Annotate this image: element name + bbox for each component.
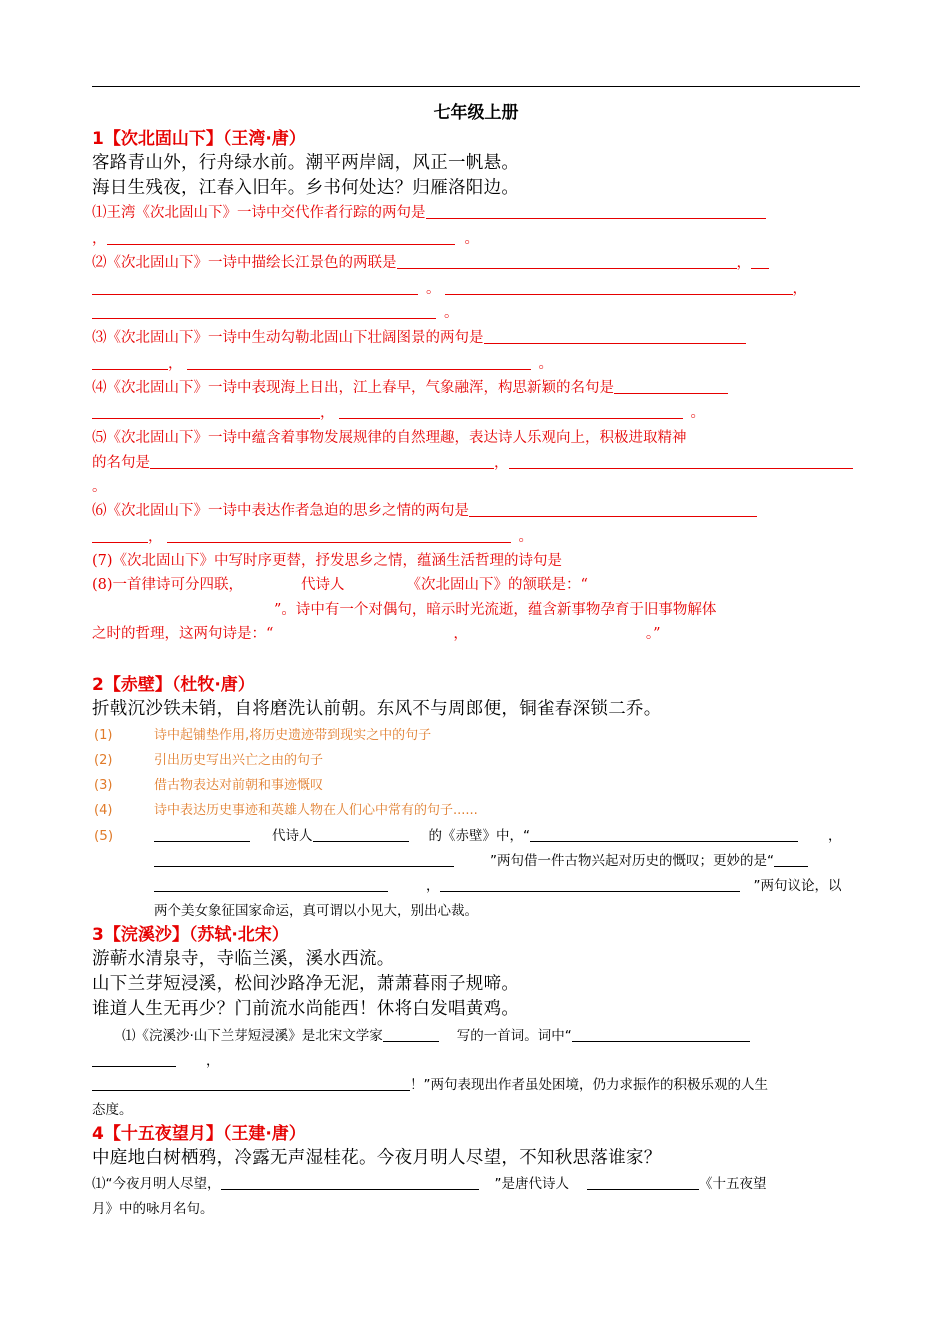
comma: ，: [453, 626, 468, 642]
s1-q8-text-b: 代诗人: [301, 577, 345, 593]
blank[interactable]: [572, 1028, 750, 1043]
comma: ，: [792, 281, 807, 297]
s1-question-1: [92, 201, 766, 222]
s1-question-1-cont: [92, 227, 479, 248]
s2-q5-text-d: ”两句议论，以: [753, 878, 842, 894]
section-3-poem-line-2: 山下兰芽短浸溪，松间沙路净无泥，萧萧暮雨子规啼。: [92, 974, 520, 994]
blank[interactable]: [221, 1176, 479, 1191]
s2-question-5-cont: [154, 849, 808, 869]
item-number: (5): [94, 828, 114, 844]
blank[interactable]: [92, 304, 436, 320]
s1-question-8: [92, 573, 588, 594]
section-2-heading: 2【赤壁】（杜牧·唐）: [92, 675, 255, 695]
section-2-poem: 折戟沉沙铁未销，自将磨洗认前朝。东风不与周郎便，铜雀春深锁二乔。: [92, 699, 662, 719]
s1-q8-text-a: (8)一首律诗可分四联，: [92, 577, 244, 593]
s4-question-1: [92, 1172, 767, 1192]
s4-question-1-cont: 月》中的咏月名句。: [92, 1201, 214, 1217]
blank[interactable]: [107, 230, 455, 246]
s1-question-2: [92, 251, 769, 272]
blank[interactable]: [774, 853, 808, 868]
blank[interactable]: [154, 828, 250, 843]
s2-item-4: [94, 799, 478, 818]
blank[interactable]: [92, 1053, 176, 1068]
blank[interactable]: [154, 878, 388, 893]
blank[interactable]: [484, 329, 746, 345]
item-text: 引出历史写出兴亡之由的句子: [154, 753, 324, 768]
item-text: 诗中表达历史事迹和英雄人物在人们心中常有的句子......: [154, 803, 478, 818]
item-number: (2): [94, 753, 113, 768]
item-number: (1): [94, 728, 113, 743]
s1-question-2-cont: [92, 277, 807, 298]
s1-q4-text: ⑷《次北固山下》一诗中表现海上日出，江上春早，气象融浑，构思新颖的名句是: [92, 380, 614, 396]
period: 。: [690, 405, 705, 421]
s1-q5-text-2: 的名句是: [92, 455, 150, 471]
blank[interactable]: [92, 355, 168, 371]
s1-question-6: [92, 499, 757, 520]
s3-q1-text-a: ⑴《浣溪沙·山下兰芽短浸溪》是北宋文学家: [122, 1028, 383, 1044]
item-number: (3): [94, 778, 113, 793]
s1-question-5-cont2: [92, 475, 107, 496]
s2-item-3: [94, 774, 323, 793]
period: 。: [92, 479, 107, 495]
s3-question-1-cont2: [92, 1073, 768, 1093]
period: 。: [538, 356, 553, 372]
s1-question-4: [92, 376, 728, 397]
s1-q2-text: ⑵《次北固山下》一诗中描绘长江景色的两联是: [92, 255, 397, 271]
section-3-heading: 3【浣溪沙】（苏轼·北宋）: [92, 925, 289, 945]
s2-q5-text-c: ”两句借一件古物兴起对历史的慨叹；更妙的是“: [490, 853, 774, 869]
comma: ，: [320, 405, 335, 421]
section-3-poem-line-1: 游蕲水清泉寺，寺临兰溪，溪水西流。: [92, 949, 395, 969]
period: 。: [444, 305, 459, 321]
blank[interactable]: [167, 528, 511, 544]
item-text: 借古物表达对前朝和事迹慨叹: [154, 778, 324, 793]
period: 。: [426, 281, 441, 297]
blank[interactable]: [469, 502, 757, 518]
blank[interactable]: [313, 828, 409, 843]
s1-q8-text-e: 之时的哲理，这两句诗是：“: [92, 626, 274, 642]
comma: ，: [426, 878, 440, 894]
s3-question-1-cont: [92, 1049, 220, 1069]
s4-q1-text-c: 《十五夜望: [699, 1176, 767, 1192]
item-text: 诗中起铺垫作用,将历史遗迹带到现实之中的句子: [154, 728, 432, 743]
blank[interactable]: [397, 254, 737, 270]
s2-item-2: [94, 749, 323, 768]
s1-question-8-cont2: [92, 622, 661, 643]
blank[interactable]: [445, 280, 793, 296]
blank[interactable]: [339, 404, 683, 420]
s1-question-5-cont: [92, 451, 853, 472]
blank[interactable]: [530, 828, 798, 843]
s2-item-1: [94, 724, 431, 743]
section-1-poem-line-2: 海日生残夜，江春入旧年。乡书何处达？归雁洛阳边。: [92, 178, 520, 198]
s3-question-1: [122, 1024, 750, 1044]
blank[interactable]: [92, 1077, 410, 1092]
section-4-poem: 中庭地白树栖鸦，冷露无声湿桂花。今夜月明人尽望，不知秋思落谁家？: [92, 1148, 662, 1168]
header-rule: [92, 86, 860, 87]
s2-q5-text-a: 代诗人: [272, 828, 313, 844]
s2-question-5-cont2: [154, 874, 842, 894]
blank[interactable]: [154, 853, 454, 868]
page-title: 七年级上册: [433, 103, 519, 123]
s1-q6-text: ⑹《次北固山下》一诗中表达作者急迫的思乡之情的两句是: [92, 503, 469, 519]
s4-q1-text-b: ”是唐代诗人: [494, 1176, 569, 1192]
blank[interactable]: [751, 254, 769, 270]
section-4-heading: 4【十五夜望月】（王建·唐）: [92, 1124, 306, 1144]
section-1-heading: 1【次北固山下】（王湾·唐）: [92, 129, 306, 149]
blank[interactable]: [187, 355, 531, 371]
blank[interactable]: [426, 204, 766, 220]
comma: ，: [168, 356, 183, 372]
comma: ，: [494, 455, 509, 471]
s1-question-4-cont: [92, 401, 705, 422]
s3-q1-text-c: ！”两句表现出作者虽处困境，仍力求振作的积极乐观的人生: [410, 1077, 768, 1093]
blank[interactable]: [150, 454, 494, 470]
s1-question-5: [92, 426, 687, 447]
blank[interactable]: [92, 404, 320, 420]
comma: ，: [92, 231, 107, 247]
comma: ，: [736, 255, 751, 271]
s1-q1-text: ⑴王湾《次北固山下》一诗中交代作者行踪的两句是: [92, 205, 426, 221]
comma: ，: [206, 1053, 220, 1069]
s2-question-5-cont3: 两个美女象征国家命运，真可谓以小见大，别出心裁。: [154, 903, 478, 919]
s3-q1-text-b: 写的一首词。词中“: [456, 1028, 572, 1044]
s1-q3-text: ⑶《次北固山下》一诗中生动勾勒北固山下壮阔图景的两句是: [92, 330, 484, 346]
blank[interactable]: [440, 878, 740, 893]
comma: ，: [828, 828, 842, 844]
s4-q1-text-a: ⑴“今夜月明人尽望，: [92, 1176, 221, 1192]
s1-question-7: (7)《次北固山下》中写时序更替，抒发思乡之情，蕴涵生活哲理的诗句是: [92, 553, 563, 569]
blank[interactable]: [92, 280, 418, 296]
s1-question-3: [92, 326, 746, 347]
s1-q8-text-c: 《次北固山下》的颔联是：“: [406, 577, 588, 593]
s1-question-3-cont: [92, 352, 553, 373]
blank[interactable]: [92, 528, 148, 544]
s1-question-8-cont: ”。诗中有一个对偶句，暗示时光流逝，蕴含新事物孕育于旧事物解体: [274, 602, 717, 618]
blank[interactable]: [587, 1176, 699, 1191]
s1-q5-text: ⑸《次北固山下》一诗中蕴含着事物发展规律的自然理趣，表达诗人乐观向上，积极进取精神: [92, 430, 687, 446]
period: 。: [518, 529, 533, 545]
section-1-poem-line-1: 客路青山外，行舟绿水前。潮平两岸阔，风正一帆悬。: [92, 153, 520, 173]
period: 。: [464, 231, 479, 247]
section-3-poem-line-3: 谁道人生无再少？门前流水尚能西！休将白发唱黄鸡。: [92, 999, 520, 1019]
s1-question-2-cont2: [92, 301, 459, 322]
comma: ，: [148, 529, 163, 545]
quote-end: 。”: [645, 626, 661, 642]
blank[interactable]: [614, 379, 728, 395]
s2-q5-text-b: 的《赤壁》中，“: [428, 828, 530, 844]
blank[interactable]: [509, 454, 853, 470]
blank[interactable]: [383, 1028, 439, 1043]
s1-question-6-cont: [92, 525, 533, 546]
item-number: (4): [94, 803, 113, 818]
s3-question-1-cont3: 态度。: [92, 1102, 133, 1118]
s2-question-5: [94, 824, 842, 844]
